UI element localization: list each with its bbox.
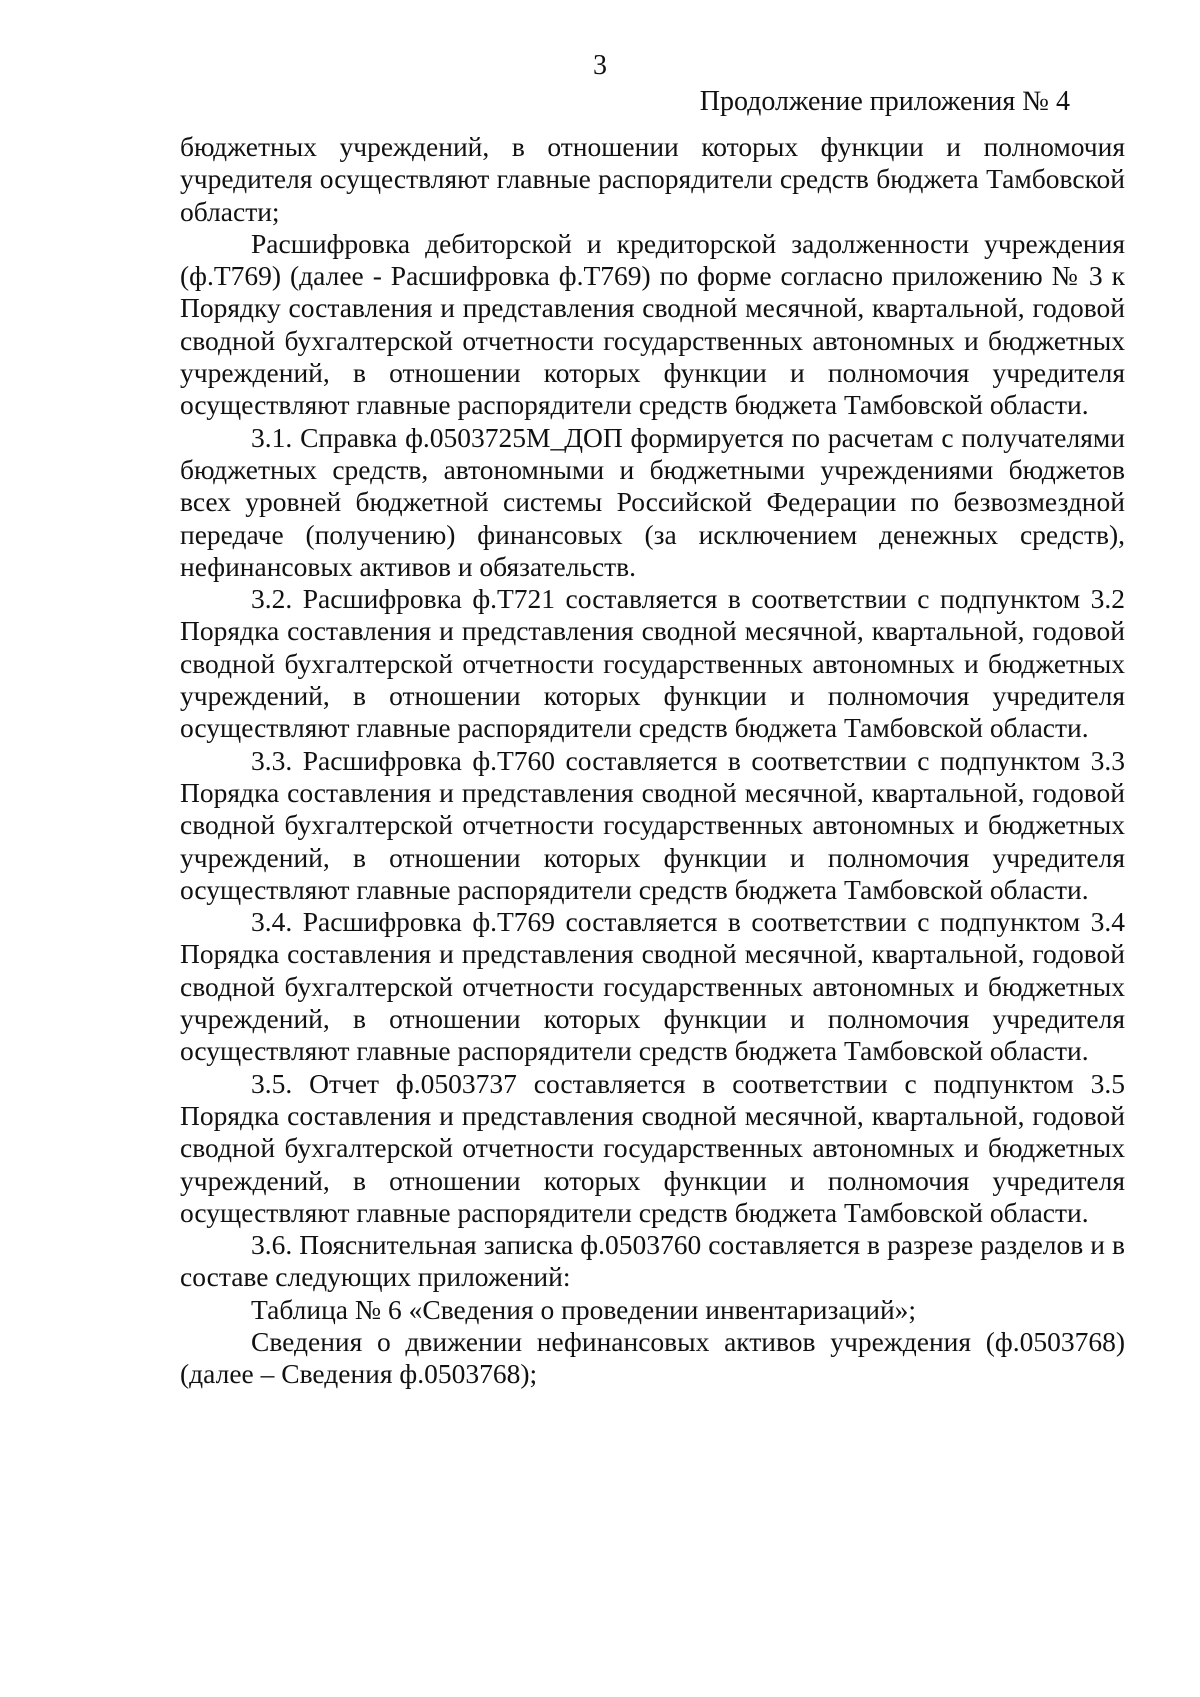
paragraph-3-4: 3.4. Расшифровка ф.Т769 составляется в соответствии с подпунктом 3.4 Порядка составления и представления сводной месячной, квартальной, годовой сводной бухгалтерской отчетности государственных автономных и бюджетных учреждений, в отношении которых функции и полномочия учредителя осуществляют главные распорядители средств бюджета Тамбовской области. (180, 906, 1125, 1067)
paragraph-3-2: 3.2. Расшифровка ф.Т721 составляется в соответствии с подпунктом 3.2 Порядка составления и представления сводной месячной, квартальной, годовой сводной бухгалтерской отчетности государственных автономных и бюджетных учреждений, в отношении которых функции и полномочия учредителя осуществляют главные распорядители средств бюджета Тамбовской области. (180, 583, 1125, 744)
appendix-label: Продолжение приложения № 4 (699, 86, 1070, 117)
paragraph-continuation: бюджетных учреждений, в отношении которых функции и полномочия учредителя осуществляют главные распорядители средств бюджета Тамбовской области; (180, 131, 1125, 227)
paragraph-t769-definition: Расшифровка дебиторской и кредиторской задолженности учреждения (ф.Т769) (далее - Расшифровка ф.Т769) по форме согласно приложению № 3 к Порядку составления и представления сводной месячной, квартальной, годовой сводной бухгалтерской отчетности государственных автономных и бюджетных учреждений, в отношении которых функции и полномочия учредителя осуществляют главные распорядители средств бюджета Тамбовской области. (180, 227, 1125, 421)
document-body (180, 131, 1125, 1391)
paragraph-3-5: 3.5. Отчет ф.0503737 составляется в соответствии с подпунктом 3.5 Порядка составления и представления сводной месячной, квартальной, годовой сводной бухгалтерской отчетности государственных автономных и бюджетных учреждений, в отношении которых функции и полномочия учредителя осуществляют главные распорядители средств бюджета Тамбовской области. (180, 1067, 1125, 1228)
paragraph-3-3: 3.3. Расшифровка ф.Т760 составляется в соответствии с подпунктом 3.3 Порядка составления и представления сводной месячной, квартальной, годовой сводной бухгалтерской отчетности государственных автономных и бюджетных учреждений, в отношении которых функции и полномочия учредителя осуществляют главные распорядители средств бюджета Тамбовской области. (180, 744, 1125, 905)
paragraph-table-6: Таблица № 6 «Сведения о проведении инвентаризаций»; (251, 1293, 917, 1325)
paragraph-3-6: 3.6. Пояснительная записка ф.0503760 составляется в разрезе разделов и в составе следующих приложений: (180, 1229, 1125, 1293)
paragraph-0503768: Сведения о движении нефинансовых активов учреждения (ф.0503768) (далее – Сведения ф.0503768); (180, 1325, 1125, 1390)
paragraph-3-1: 3.1. Справка ф.0503725М_ДОП формируется по расчетам с получателями бюджетных средств, автономными и бюджетными учреждениями бюджетов всех уровней бюджетной системы Российской Федерации по безвозмездной передаче (получению) финансовых (за исключением денежных средств), нефинансовых активов и обязательств. (180, 421, 1125, 582)
page-number: 3 (593, 50, 607, 81)
